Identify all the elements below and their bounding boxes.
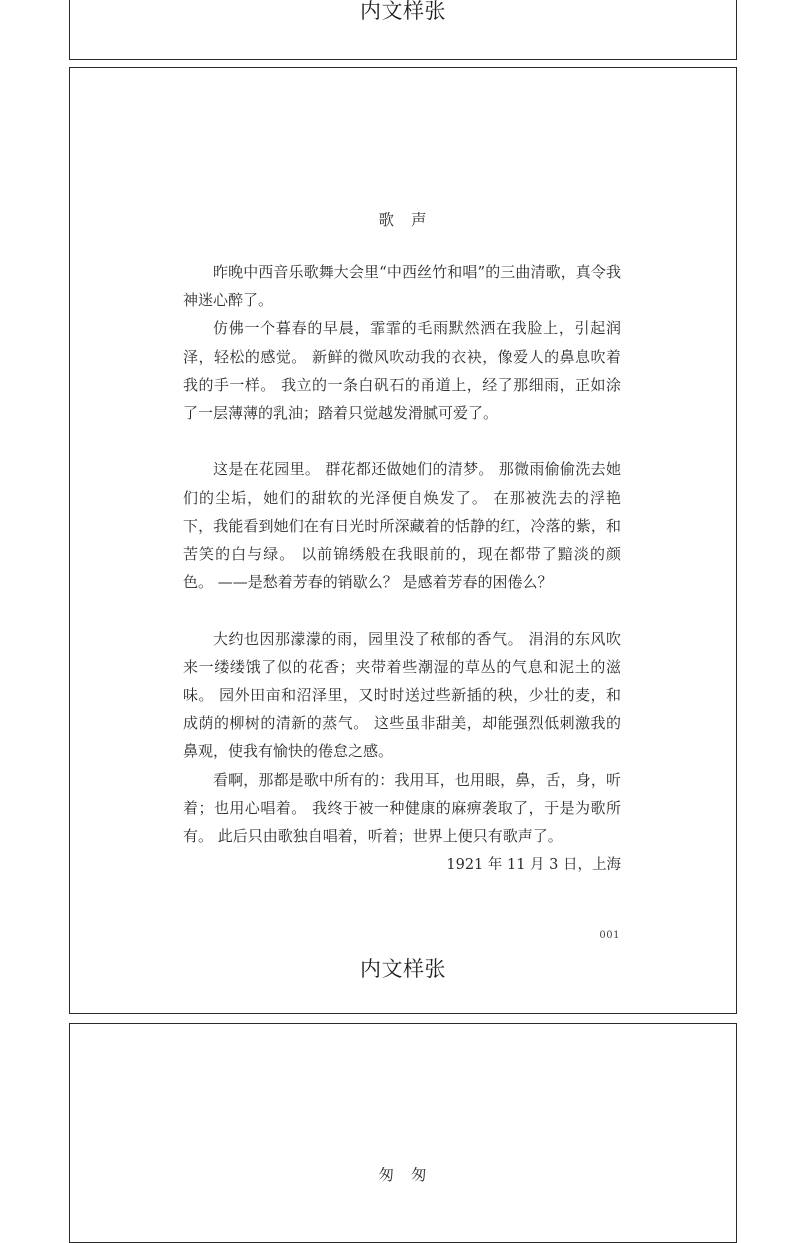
essay-title-char: 歌 [378,211,395,229]
sample-page-previous [69,0,737,60]
essay-title [70,208,736,230]
page-number: 001 [599,930,620,941]
essay-paragraph: 昨晚中西音乐歌舞大会里“中西丝竹和唱”的三曲清歌，真令我神迷心醉了。 [183,263,621,310]
sample-page-caption: 内文样张 [360,957,446,981]
essay-title-char: 匆 [411,1166,428,1184]
essay-title [70,1163,736,1185]
essay-date-place: 1921 年 11 月 3 日，上海 [446,857,621,874]
essay-paragraph: 仿佛一个暮春的早晨，霏霏的毛雨默然洒在我脸上，引起润泽，轻松的感觉。 新鲜的微风吹动我的衣袂，像爱人的鼻息吹着我的手一样。 我立的一条白矾石的甬道上，经了那细雨，正如涂了一层薄薄的乳油；踏着只觉越发滑腻可爱了。 [183,319,621,423]
essay-paragraph: 看啊，那都是歌中所有的：我用耳，也用眼，鼻，舌，身，听着；也用心唱着。 我终于被一种健康的麻痹袭取了，于是为歌所有。 此后只由歌独自唱着，听着；世界上便只有歌声了。 [183,770,621,846]
essay-title-char: 匆 [378,1166,395,1184]
essay-title-char: 声 [411,211,428,229]
essay-paragraph: 这是在花园里。 群花都还做她们的清梦。 那微雨偷偷洗去她们的尘垢，她们的甜软的光泽便自焕发了。 在那被洗去的浮艳下，我能看到她们在有日光时所深藏着的恬静的红，冷落的紫，和苦笑的白与绿。 以前锦绣般在我眼前的，现在都带了黯淡的颜色。 ——是愁着芳春的销歇么？ 是感着芳春的困倦么？ [183,460,621,592]
sample-page-caption: 内文样张 [360,0,446,23]
sample-page-current [69,67,737,1014]
sample-page-next [69,1023,737,1243]
essay-paragraph: 大约也因那濛濛的雨，园里没了秾郁的香气。 涓涓的东风吹来一缕缕饿了似的花香；夹带着些潮湿的草丛的气息和泥土的滋味。 园外田亩和沼泽里，又时时送过些新插的秧，少壮的麦，和成荫的柳树的清新的蒸气。 这些虽非甜美，却能强烈低刺激我的鼻观，使我有愉快的倦怠之感。 [183,629,621,761]
essay-body [183,258,621,879]
